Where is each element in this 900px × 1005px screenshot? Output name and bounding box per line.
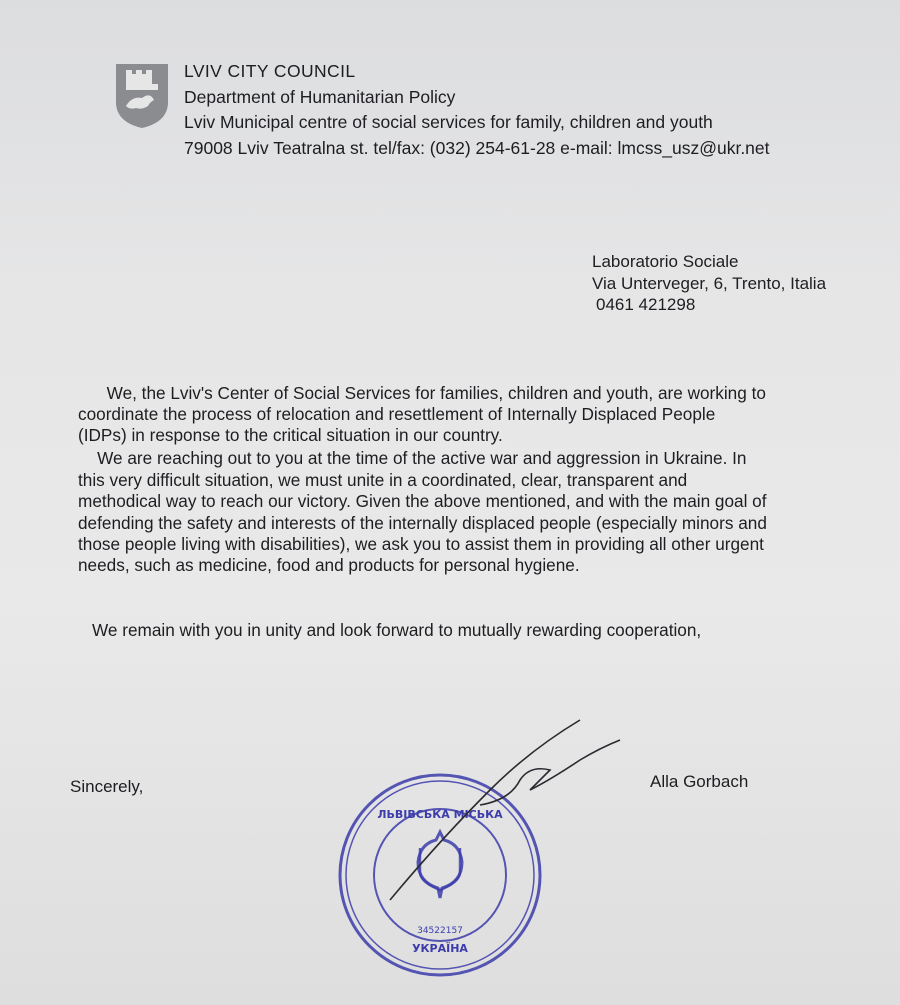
salutation: Sincerely, — [70, 777, 144, 796]
organization-name: LVIV CITY COUNCIL — [184, 61, 356, 81]
body-line: this very difficult situation, we must unite in a coordinated, clear, transparent and — [78, 470, 688, 490]
handwritten-signature — [380, 710, 630, 910]
recipient-street: Via Unterveger, 6, Trento, Italia — [592, 274, 827, 293]
svg-text:УКРАЇНА: УКРАЇНА — [412, 942, 468, 955]
body-line: We are reaching out to you at the time of the active war and aggression in Ukraine. In — [78, 448, 747, 468]
recipient-name: Laboratorio Sociale — [592, 252, 739, 271]
body-line: needs, such as medicine, food and products for personal hygiene. — [78, 555, 580, 575]
body-line: defending the safety and interests of the internally displaced people (especially minors and — [78, 513, 767, 533]
department-name: Department of Humanitarian Policy — [184, 87, 456, 107]
body-line: coordinate the process of relocation and resettlement of Internally Displaced People — [78, 404, 716, 424]
contact-line: 79008 Lviv Teatralna st. tel/fax: (032) 254-61-28 e-mail: lmcss_usz@ukr.net — [184, 138, 770, 158]
body-line: methodical way to reach our victory. Given the above mentioned, and with the main goal of — [78, 491, 767, 511]
svg-text:34522157: 34522157 — [417, 926, 463, 936]
body-line: We, the Lviv's Center of Social Services for families, children and youth, are working to — [78, 383, 766, 403]
signer-name: Alla Gorbach — [650, 772, 749, 791]
body-line: those people living with disabilities), we ask you to assist them in providing all other urgent — [78, 534, 764, 554]
centre-name: Lviv Municipal centre of social services for family, children and youth — [184, 112, 713, 132]
lviv-coat-of-arms-icon — [112, 62, 172, 130]
body-line: (IDPs) in response to the critical situation in our country. — [78, 425, 503, 445]
svg-text:ЛЬВІВСЬКА МІСЬКА: ЛЬВІВСЬКА МІСЬКА — [377, 808, 503, 821]
recipient-phone: 0461 421298 — [596, 295, 696, 314]
closing-paragraph: We remain with you in unity and look forward to mutually rewarding cooperation, — [92, 620, 702, 640]
